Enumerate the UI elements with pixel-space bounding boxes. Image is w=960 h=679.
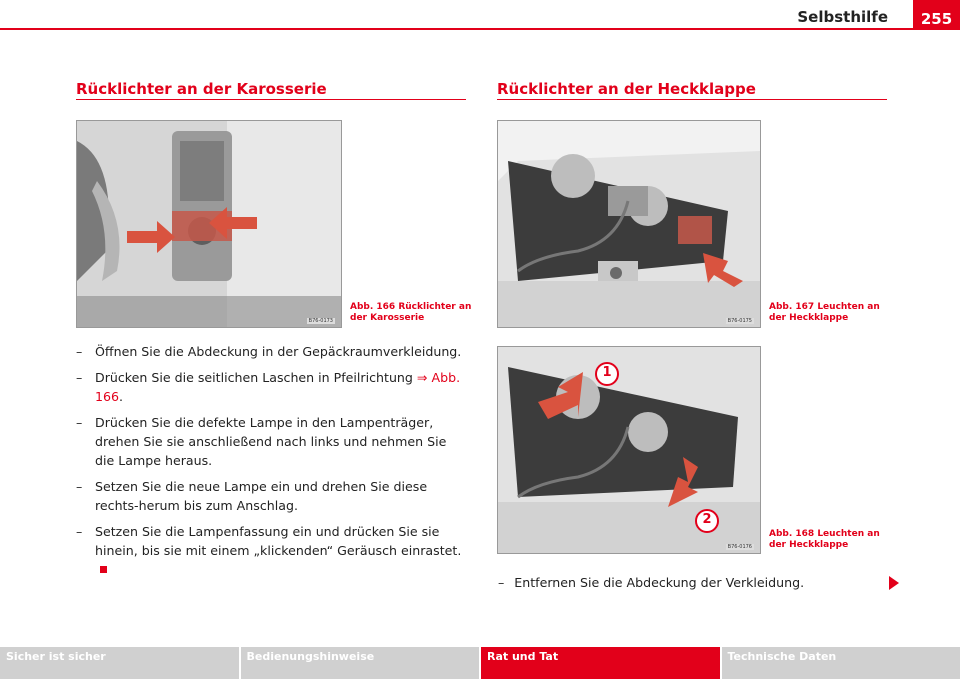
step-text: Drücken Sie die seitlichen Laschen in Pfeilrichtung [95,370,417,385]
step-item [76,522,468,579]
footer-tab-sicher[interactable]: Sicher ist sicher [0,647,239,679]
step-dash: – [76,479,83,494]
figure-166-reference-link[interactable]: ⇒ Abb. 166 [95,370,461,404]
callout-2-label: 2 [702,512,712,527]
step-dash: – [76,370,83,385]
figure-168-caption-line1: Abb. 168 Leuchten an [769,529,880,539]
step-item-right [498,573,878,592]
figure-168-photo [497,346,761,554]
figure-168-caption [769,529,880,551]
tailgate-light-removal-illustration [498,347,760,553]
step-text-end: . [119,389,124,404]
section-title-heckklappe: Rücklichter an der Heckklappe [497,80,756,98]
section-rule-left [76,99,466,100]
step-dash: – [76,344,83,359]
page-header-title: Selbsthilfe [797,8,888,26]
figure-167-caption-line1: Abb. 167 Leuchten an [769,302,880,312]
callout-1-label: 1 [602,365,612,380]
figure-166-code: B76-0173 [308,318,333,324]
footer-tab-rat-und-tat[interactable]: Rat und Tat [481,647,720,679]
footer-tab-bedienung[interactable]: Bedienungshinweise [241,647,480,679]
step-dash: – [76,524,83,539]
step-item [76,413,468,470]
figure-166-caption [350,302,471,324]
step-item [76,342,468,361]
figure-166-caption-line2: der Karosserie [350,313,425,323]
section-title-karosserie: Rücklichter an der Karosserie [76,80,327,98]
step-text: Drücken Sie die defekte Lampe in den Lampenträger, drehen Sie sie anschließend nach links und nehmen Sie die Lampe heraus. [95,415,447,468]
figure-167-caption [769,302,880,324]
figure-166-caption-line1: Abb. 166 Rücklichter an [350,302,472,312]
step-text: Öffnen Sie die Abdeckung in der Gepäckraumverkleidung. [95,344,462,359]
step-text: Setzen Sie die neue Lampe ein und drehen Sie diese rechts-herum bis zum Anschlag. [95,479,428,513]
footer-nav [0,647,960,679]
figure-166-photo [76,120,342,328]
header-rule [0,28,960,30]
figure-168-caption-line2: der Heckklappe [769,540,849,550]
tailgate-light-illustration [498,121,760,327]
figure-168-code: B76-0176 [727,544,752,550]
footer-tab-technische-daten[interactable]: Technische Daten [722,647,960,679]
figure-167-code: B76-0175 [727,318,752,324]
figure-167-photo [497,120,761,328]
step-text: Setzen Sie die Lampenfassung ein und drücken Sie sie hinein, bis sie mit einem „klickenden“ Geräusch einrastet. [95,524,462,558]
continue-arrow-icon[interactable] [889,576,899,590]
step-dash: – [76,415,83,430]
step-item [76,368,468,406]
page-number: 255 [913,0,960,30]
figure-167-caption-line2: der Heckklappe [769,313,849,323]
step-dash: – [498,575,505,590]
step-item [76,477,468,515]
step-text: Entfernen Sie die Abdeckung der Verkleidung. [514,575,805,590]
section-end-icon [100,566,107,573]
taillight-body-illustration [77,121,341,327]
steps-list-left [76,342,468,586]
section-rule-right [497,99,887,100]
